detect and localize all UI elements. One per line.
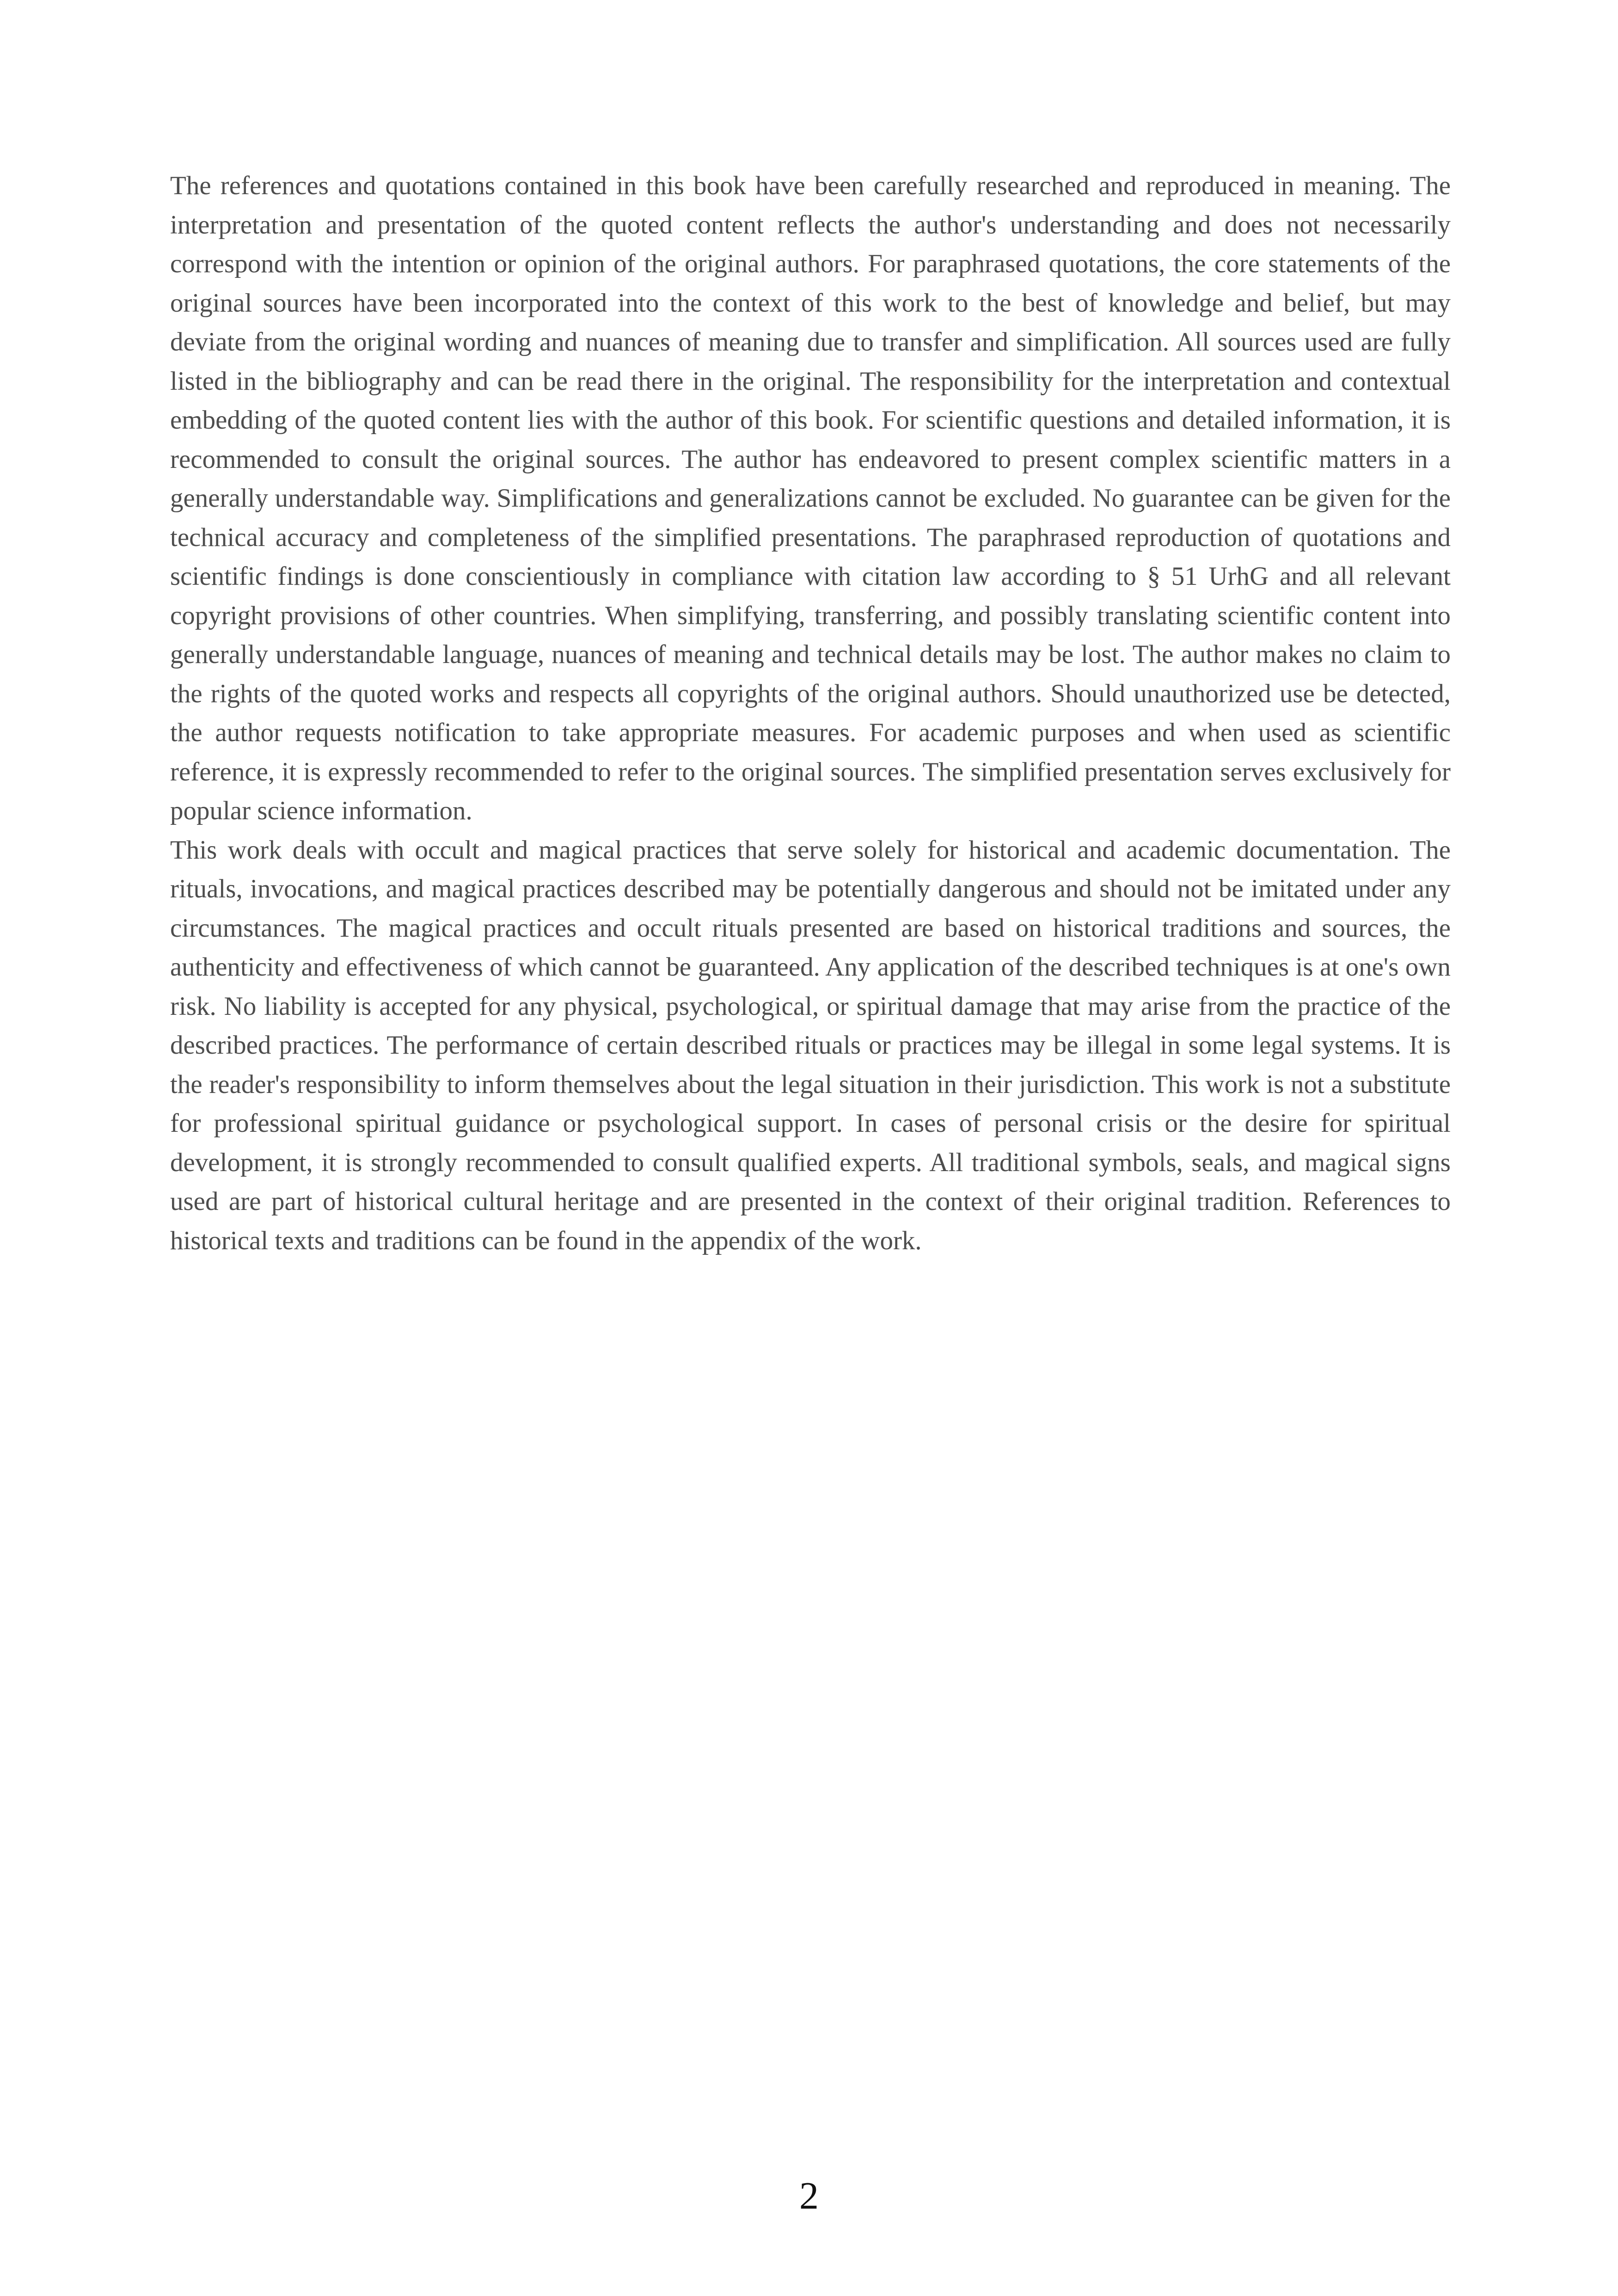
page-number: 2 <box>799 2174 819 2217</box>
body-text <box>170 166 1451 1260</box>
paragraph-occult-practices-disclaimer: This work deals with occult and magical practices that serve solely for historical and academic documentation. The rituals, invocations, and magical practices described may be potentially dangerous and should not be imitated under any circumstances. The magical practices and occult rituals presented are based on historical traditions and sources, the authenticity and effectiveness of which cannot be guaranteed. Any application of the described techniques is at one's own risk. No liability is accepted for any physical, psychological, or spiritual damage that may arise from the practice of the described practices. The performance of certain described rituals or practices may be illegal in some legal systems. It is the reader's responsibility to inform themselves about the legal situation in their jurisdiction. This work is not a substitute for professional spiritual guidance or psychological support. In cases of personal crisis or the desire for spiritual development, it is strongly recommended to consult qualified experts. All traditional symbols, seals, and magical signs used are part of historical cultural heritage and are presented in the context of their original tradition. References to historical texts and traditions can be found in the appendix of the work. <box>170 835 1451 1255</box>
paragraph-references-disclaimer: The references and quotations contained in this book have been carefully researched and reproduced in meaning. The interpretation and presentation of the quoted content reflects the author's understanding and does not necessarily correspond with the intention or opinion of the original authors. For paraphrased quotations, the core statements of the original sources have been incorporated into the context of this work to the best of knowledge and belief, but may deviate from the original wording and nuances of meaning due to transfer and simplification. All sources used are fully listed in the bibliography and can be read there in the original. The responsibility for the interpretation and contextual embedding of the quoted content lies with the author of this book. For scientific questions and detailed information, it is recommended to consult the original sources. The author has endeavored to present complex scientific matters in a generally understandable way. Simplifications and generalizations cannot be excluded. No guarantee can be given for the technical accuracy and completeness of the simplified presentations. The paraphrased reproduction of quotations and scientific findings is done conscientiously in compliance with citation law according to § 51 UrhG and all relevant copyright provisions of other countries. When simplifying, transferring, and possibly translating scientific content into generally understandable language, nuances of meaning and technical details may be lost. The author makes no claim to the rights of the quoted works and respects all copyrights of the original authors. Should unauthorized use be detected, the author requests notification to take appropriate measures. For academic purposes and when used as scientific reference, it is expressly recommended to refer to the original sources. The simplified presentation serves exclusively for popular science information. <box>170 171 1451 825</box>
